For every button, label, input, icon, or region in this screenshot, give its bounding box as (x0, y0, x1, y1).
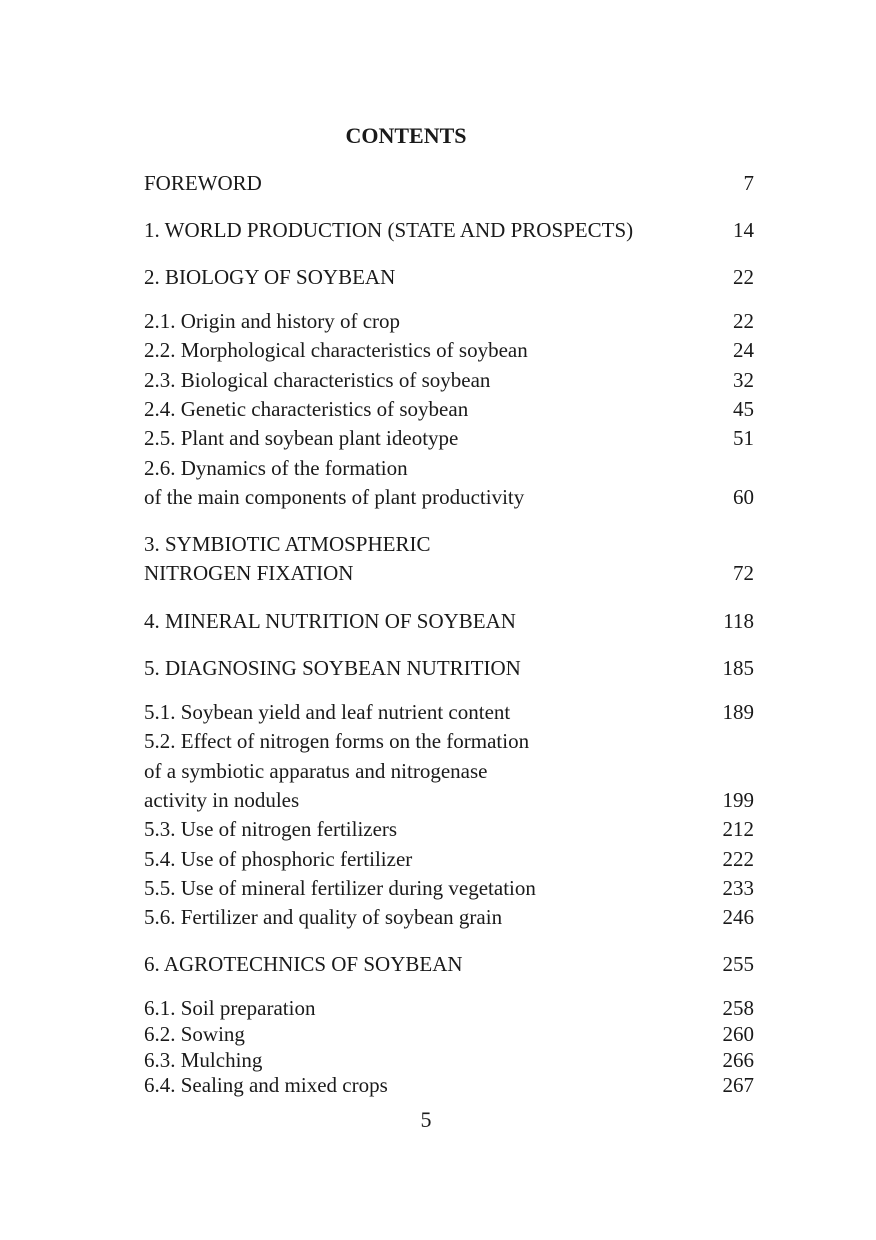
toc-entry-title: activity in nodules (144, 788, 300, 812)
toc-entry-page: 222 (722, 847, 754, 871)
toc-entry-page: 51 (733, 426, 754, 450)
toc-entry-title: 5.1. Soybean yield and leaf nutrient content (144, 700, 511, 724)
toc-entry-page: 199 (722, 788, 754, 812)
toc-entry-title: of a symbiotic apparatus and nitrogenase (144, 759, 488, 783)
toc-entry-page: 255 (722, 952, 754, 976)
toc-entry-title: 6. AGROTECHNICS OF SOYBEAN (144, 952, 463, 976)
toc-entry-title: 2.2. Morphological characteristics of soybean (144, 338, 528, 362)
toc-entry-page: 266 (722, 1048, 754, 1072)
toc-entry-page: 7 (743, 171, 754, 195)
toc-entry-page: 260 (722, 1022, 754, 1046)
toc-entry-page: 24 (733, 338, 754, 362)
toc-entry-title: 5. DIAGNOSING SOYBEAN NUTRITION (144, 656, 521, 680)
toc-entry-page: 22 (733, 309, 754, 333)
toc-entry-page: 189 (722, 700, 754, 724)
toc-entry-page: 258 (722, 996, 754, 1020)
toc-entry-title: 5.5. Use of mineral fertilizer during vegetation (144, 876, 536, 900)
toc-entry-title: 2.6. Dynamics of the formation (144, 456, 408, 480)
toc-entry-title: 5.3. Use of nitrogen fertilizers (144, 817, 398, 841)
toc-entry-page: 14 (733, 218, 754, 242)
toc-entry-title: 5.4. Use of phosphoric fertilizer (144, 847, 413, 871)
toc-entry-page: 60 (733, 485, 754, 509)
toc-entry-title: FOREWORD (144, 171, 262, 195)
toc-entry-title: 6.3. Mulching (144, 1048, 263, 1072)
toc-entry-title: 3. SYMBIOTIC ATMOSPHERIC (144, 532, 431, 556)
toc-entry-title: of the main components of plant productivity (144, 485, 525, 509)
toc-entry-page: 246 (722, 905, 754, 929)
toc-entry-page: 267 (722, 1073, 754, 1097)
toc-entry-title: 5.2. Effect of nitrogen forms on the formation (144, 729, 530, 753)
toc-entry-title: 6.4. Sealing and mixed crops (144, 1073, 388, 1097)
toc-entry-page: 233 (722, 876, 754, 900)
toc-entry-title: 1. WORLD PRODUCTION (STATE AND PROSPECTS) (144, 218, 634, 242)
toc-entry-title: 2.1. Origin and history of crop (144, 309, 401, 333)
toc-entry-page: 45 (733, 397, 754, 421)
toc-entry-title: 4. MINERAL NUTRITION OF SOYBEAN (144, 609, 516, 633)
toc-entry-title: 2. BIOLOGY OF SOYBEAN (144, 265, 396, 289)
toc-entry-page: 118 (723, 609, 754, 633)
page-title: CONTENTS (345, 123, 467, 148)
toc-entry-page: 32 (733, 368, 754, 392)
toc-entry-title: 2.5. Plant and soybean plant ideotype (144, 426, 459, 450)
toc-entry-title: 5.6. Fertilizer and quality of soybean grain (144, 905, 503, 929)
toc-entry-page: 185 (722, 656, 754, 680)
toc-entry-title: 2.3. Biological characteristics of soybean (144, 368, 491, 392)
page-number: 5 (420, 1107, 432, 1132)
toc-entry-page: 72 (733, 561, 754, 585)
toc-entry-page: 212 (722, 817, 754, 841)
toc-entry-title: 6.2. Sowing (144, 1022, 245, 1046)
toc-entry-title: 6.1. Soil preparation (144, 996, 316, 1020)
toc-entry-title: NITROGEN FIXATION (144, 561, 354, 585)
toc-entry-title: 2.4. Genetic characteristics of soybean (144, 397, 469, 421)
toc-entry-page: 22 (733, 265, 754, 289)
